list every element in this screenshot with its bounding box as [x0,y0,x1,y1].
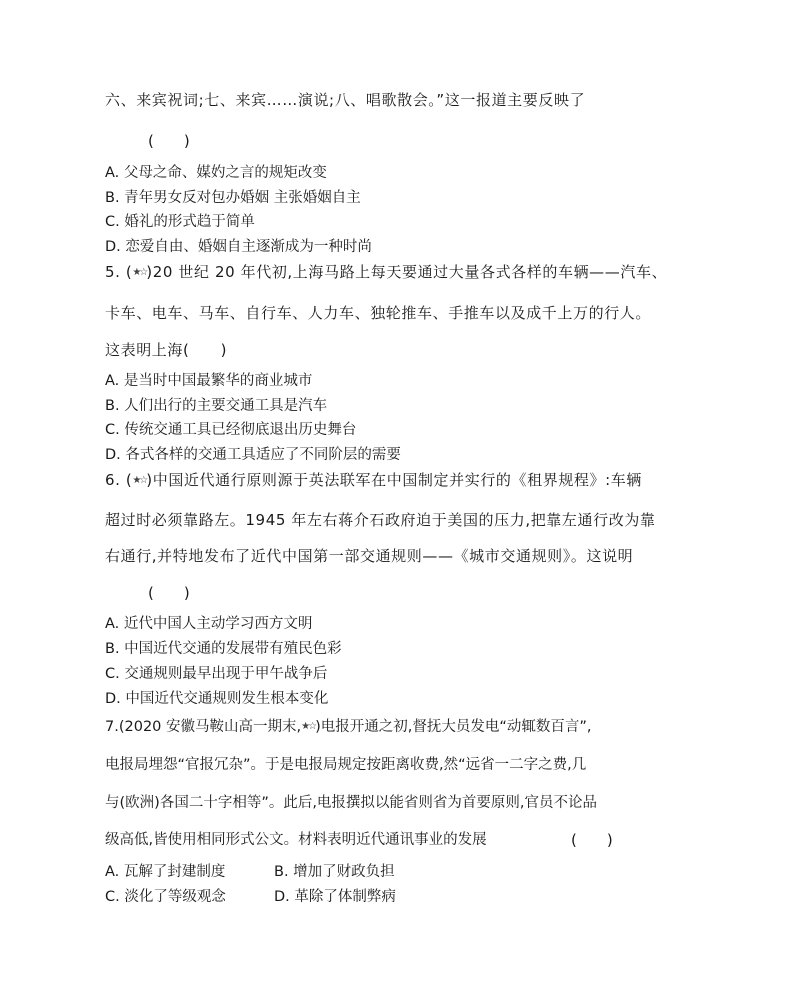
q6-stem-line2: 超过时必须靠路左。1945 年左右蒋介石政府迫于美国的压力,把靠左通行改为靠 [105,511,656,529]
q5-stem-line3: 这表明上海( ) [105,341,228,359]
q5-option-c: C. 传统交通工具已经彻底退出历史舞台 [105,422,357,438]
q6-option-c: C. 交通规则最早出现于甲午战争后 [105,666,328,682]
q5-option-d: D. 各式各样的交通工具适应了不同阶层的需要 [105,447,401,463]
q6-number: 6. [105,471,121,489]
difficulty-star-icon: ★☆ [301,721,316,732]
q5-option-a: A. 是当时中国最繁华的商业城市 [105,373,313,389]
q5-stem-line1 [105,262,667,283]
q6-option-b: B. 中国近代交通的发展带有殖民色彩 [105,641,342,657]
q4-answer-paren: ( ) [148,132,190,150]
difficulty-star-icon: ★☆ [132,267,147,278]
q4-option-b: B. 青年男女反对包办婚姻 主张婚姻自主 [105,190,361,206]
q7-stem-line1 [105,717,591,737]
q7-stem-line4: 级高低,皆使用相同形式公文。材料表明近代通讯事业的发展 [105,832,487,848]
q6-line1-text: 中国近代通行原则源于英法联军在中国制定并实行的《租界规程》:车辆 [152,471,642,489]
q7-option-b: B. 增加了财政负担 [274,864,395,880]
q6-difficulty-stars: (★☆) [125,471,153,489]
q5-option-b: B. 人们出行的主要交通工具是汽车 [105,398,328,414]
q7-stem-line2: 电报局埋怨“官报冗杂”。于是电报局规定按距离收费,然“远省一二字之费,几 [105,757,587,773]
q7-stem-line3: 与(欧洲)各国二十字相等”。此后,电报撰拟以能省则省为首要原则,官员不论品 [105,795,598,811]
q4-option-c: C. 婚礼的形式趋于简单 [105,214,255,230]
q7-line1-text: 电报开通之初,督抚大员发电“动辄数百言”, [320,719,592,735]
q4-stem-end: 六、来宾祝词;七、来宾……演说;八、唱歌散会。”这一报道主要反映了 [105,91,586,109]
q7-source-close: ) [315,719,321,735]
q7-source: (2020 安徽马鞍山高一期末, [118,719,302,735]
q6-option-d: D. 中国近代交通规则发生根本变化 [105,691,329,707]
q7-option-d: D. 革除了体制弊病 [274,889,396,905]
q6-answer-paren: ( ) [148,584,190,602]
q6-stem-line3: 右通行,并特地发布了近代中国第一部交通规则——《城市交通规则》。这说明 [105,547,634,565]
q5-difficulty-stars: (★☆) [125,263,153,281]
q4-option-d: D. 恋爱自由、婚姻自主逐渐成为一种时尚 [105,239,372,255]
q5-number: 5. [105,263,121,281]
difficulty-star-icon: ★☆ [132,475,147,486]
q5-stem-line2: 卡车、电车、马车、自行车、人力车、独轮推车、手推车以及成千上万的行人。 [105,304,652,322]
q7-number: 7. [105,719,119,735]
q7-option-c: C. 淡化了等级观念 [105,889,226,905]
q5-line1-text: 20 世纪 20 年代初,上海马路上每天要通过大量各式各样的车辆——汽车、 [152,263,668,281]
q7-answer-paren: ( ) [571,831,613,849]
q6-option-a: A. 近代中国人主动学习西方文明 [105,616,313,632]
q7-option-a: A. 瓦解了封建制度 [105,864,226,880]
q4-option-a: A. 父母之命、媒妁之言的规矩改变 [105,165,327,181]
q6-stem-line1 [105,470,642,491]
